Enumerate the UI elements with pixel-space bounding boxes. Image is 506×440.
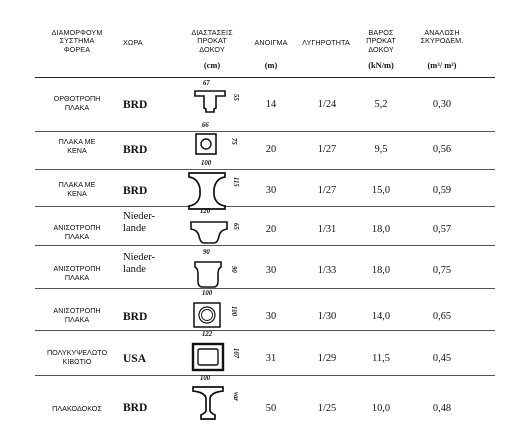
row-8-system	[36, 405, 118, 414]
row-8-section	[183, 375, 241, 435]
row-3-slenderness: 1/27	[317, 185, 337, 196]
row-4-slenderness: 1/31	[317, 224, 337, 235]
section-width-label: 120	[200, 208, 211, 215]
row-5-concrete: 0,75	[432, 265, 452, 276]
row-8-weight: 10,0	[371, 403, 391, 414]
header-span: ΑΝΟΙΓΜΑ	[254, 38, 288, 47]
row-2-concrete: 0,56	[432, 144, 452, 155]
section-width-label: 67	[203, 80, 210, 87]
section-width-label: 66	[202, 122, 209, 129]
i-beam-icon	[191, 385, 231, 429]
country-line: lande	[123, 223, 146, 234]
row-8-concrete: 0,48	[432, 403, 452, 414]
row-1-country: BRD	[123, 99, 148, 111]
row-1-system	[36, 95, 118, 112]
row-divider	[35, 375, 495, 376]
header-span-unit: (m)	[264, 61, 278, 70]
row-1-section	[183, 80, 241, 126]
header-system-line: ΦΟΡΕΑ	[63, 44, 91, 54]
section-height-label: 115	[232, 177, 239, 187]
section-width-label: 100	[200, 375, 211, 382]
row-system-line: ΠΛΑΚΑ	[64, 102, 90, 112]
row-system-line: ΠΛΑΚΑ ΜΕ	[58, 137, 96, 146]
row-8-slenderness: 1/25	[317, 403, 337, 414]
row-6-country: BRD	[123, 311, 148, 323]
section-height-label: 55	[232, 94, 239, 101]
row-divider	[35, 169, 495, 170]
row-7-slenderness: 1/29	[317, 353, 337, 364]
row-5-system	[36, 265, 118, 282]
row-5-weight: 18,0	[371, 265, 391, 276]
header-weight-line: ΔΟΚΟΥ	[368, 44, 394, 54]
row-6-section	[183, 288, 241, 334]
row-6-slenderness: 1/30	[317, 311, 337, 322]
box-girder-icon	[191, 342, 231, 378]
row-7-system	[36, 349, 118, 366]
header-system-line: ΔΙΑΜΟΡΦΟΥΜ	[51, 28, 103, 37]
row-divider	[35, 206, 495, 207]
row-6-weight: 14,0	[371, 311, 391, 322]
header-dimensions	[183, 29, 241, 54]
section-height-label: 65	[232, 223, 239, 230]
row-4-weight: 18,0	[371, 224, 391, 235]
row-divider	[35, 245, 495, 246]
row-system-line: ΠΛΑΚΑ	[64, 314, 90, 324]
row-2-country: BRD	[123, 144, 148, 156]
row-system-line: ΠΛΑΚΑ	[64, 231, 90, 241]
section-width-label: 122	[202, 331, 213, 338]
row-1-slenderness: 1/24	[317, 99, 337, 110]
row-5-slenderness: 1/33	[317, 265, 337, 276]
header-concrete-line: ΣΚΥΡΟΔΕΜ.	[420, 36, 464, 46]
country-line: lande	[123, 264, 146, 275]
header-dimensions-line: ΔΙΑΣΤΑΣΕΙΣ	[191, 28, 233, 37]
row-system-line: ΑΝΙΣΟΤΡΟΠΗ	[53, 306, 101, 315]
row-1-weight: 5,2	[374, 99, 388, 110]
row-system-line: ΟΡΘΟΤΡΟΠΗ	[53, 94, 101, 103]
row-6-concrete: 0,65	[432, 311, 452, 322]
row-4-span: 20	[265, 224, 277, 235]
header-rule	[35, 77, 495, 78]
row-5-span: 30	[265, 265, 277, 276]
row-system-line: ΚΕΝΑ	[67, 188, 87, 198]
row-3-section	[183, 160, 241, 206]
row-1-span: 14	[265, 99, 277, 110]
row-7-country: USA	[123, 353, 147, 365]
row-divider	[35, 330, 495, 331]
header-system	[36, 29, 118, 54]
section-height-label: 100	[230, 306, 237, 317]
row-system-line: ΠΛΑΚΑ	[64, 272, 90, 282]
row-2-span: 20	[265, 144, 277, 155]
header-concrete-line: ΑΝΑΛΩΣΗ	[424, 28, 460, 37]
header-concrete	[410, 29, 474, 46]
header-country: ΧΩΡΑ	[123, 38, 143, 47]
header-weight-unit: (kN/m)	[368, 61, 394, 70]
row-8-country: BRD	[123, 402, 148, 414]
row-3-weight: 15,0	[371, 185, 391, 196]
row-6-system	[36, 307, 118, 324]
row-5-section	[183, 247, 241, 293]
header-weight-line: ΠΡΟΚΑΤ	[366, 36, 396, 46]
row-2-slenderness: 1/27	[317, 144, 337, 155]
row-system-line: ΚΙΒΩΤΙΟ	[62, 356, 92, 366]
row-system-line: ΚΕΝΑ	[67, 145, 87, 155]
row-4-system	[36, 224, 118, 241]
row-2-system	[36, 138, 118, 155]
header-system-line: ΣΥΣΤΗΜΑ	[59, 36, 95, 46]
row-3-country: BRD	[123, 185, 148, 197]
section-height-label: 90	[230, 266, 237, 273]
row-divider	[35, 288, 495, 289]
row-3-concrete: 0,59	[432, 185, 452, 196]
row-system-line: ΑΝΙΣΟΤΡΟΠΗ	[53, 223, 101, 232]
row-1-concrete: 0,30	[432, 99, 452, 110]
row-2-weight: 9,5	[374, 144, 388, 155]
row-7-span: 31	[265, 353, 277, 364]
row-system-line: ΠΟΛΥΚΥΨΕΛΩΤΟ	[46, 348, 108, 357]
row-5-country	[123, 252, 179, 276]
header-weight	[356, 29, 406, 54]
row-divider	[35, 131, 495, 132]
section-height-label: var	[232, 392, 239, 402]
row-4-country	[123, 211, 179, 235]
country-line: Nieder-	[123, 252, 156, 263]
section-height-label: 107	[232, 348, 239, 359]
section-width-label: 100	[201, 160, 212, 167]
row-4-concrete: 0,57	[432, 224, 452, 235]
header-weight-line: ΒΑΡΟΣ	[368, 28, 394, 37]
header-dimensions-line: ΔΟΚΟΥ	[199, 44, 225, 54]
section-width-label: 100	[202, 290, 213, 297]
row-system-line: ΠΛΑΚΑ ΜΕ	[58, 180, 96, 189]
row-system-line: ΑΝΙΣΟΤΡΟΠΗ	[53, 264, 101, 273]
row-8-span: 50	[265, 403, 277, 414]
row-4-section	[183, 206, 241, 252]
header-concrete-unit: (m³/ m²)	[427, 61, 457, 70]
country-line: Nieder-	[123, 211, 156, 222]
row-3-span: 30	[265, 185, 277, 196]
row-6-span: 30	[265, 311, 277, 322]
header-dimensions-unit: (cm)	[203, 61, 221, 70]
row-system-line: ΠΛΑΚΟΔΟΚΟΣ	[52, 404, 102, 413]
row-7-concrete: 0,45	[432, 353, 452, 364]
row-7-section	[183, 330, 241, 376]
row-7-weight: 11,5	[372, 353, 390, 364]
section-height-label: 75	[230, 138, 237, 145]
header-slenderness: ΛΥΓΗΡΟΤΗΤΑ	[302, 38, 350, 47]
double-tee-icon	[187, 171, 231, 211]
header-dimensions-line: ΠΡΟΚΑΤ	[197, 36, 227, 46]
row-3-system	[36, 181, 118, 198]
section-width-label: 90	[203, 249, 210, 256]
